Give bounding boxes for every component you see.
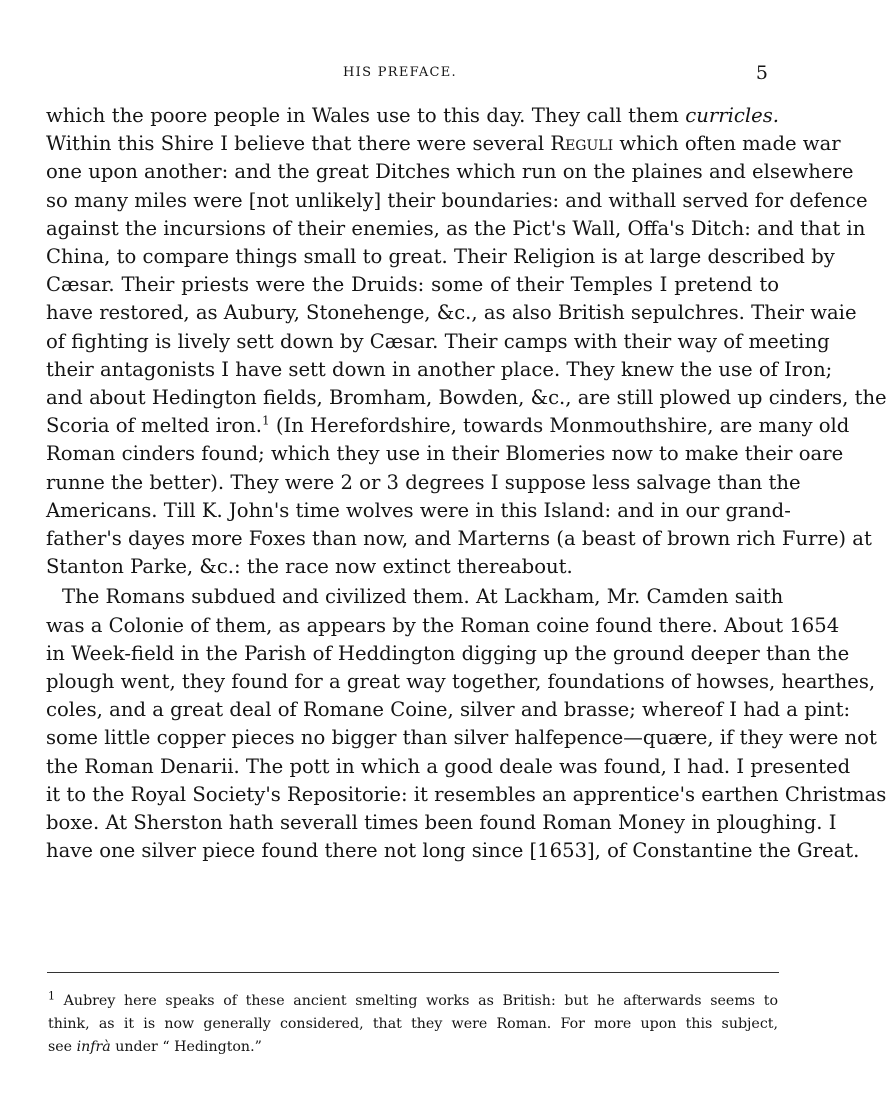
footnote-rule	[47, 972, 779, 973]
text-line: Cæsar. Their priests were the Druids: some of their Temples I pretend to	[46, 273, 779, 297]
text-line: some little copper pieces no bigger than silver halfepence—quære, if they were not	[46, 726, 877, 750]
text-run: Within this Shire I believe that there were several	[46, 132, 551, 156]
text-line: one upon another: and the great Ditches which run on the plaines and elsewhere	[46, 160, 854, 184]
italic-word: curricles.	[685, 104, 779, 127]
body-text	[46, 102, 887, 865]
text-line: so many miles were [not unlikely] their boundaries: and withall served for defence	[46, 188, 868, 212]
text-run: which often made war	[613, 132, 841, 156]
text-line	[46, 102, 779, 130]
text-run: Scoria of melted iron.	[46, 414, 262, 438]
text-line: The Romans subdued and civilized them. At Lackham, Mr. Camden saith	[62, 585, 784, 609]
footnote-line	[48, 1036, 778, 1059]
footnote-reference: 1	[261, 413, 270, 428]
footnote-marker: 1	[48, 989, 55, 1003]
text-line: was a Colonie of them, as appears by the Roman coine found there. About 1654	[46, 613, 840, 637]
text-run: under “ Hedington.”	[110, 1039, 262, 1055]
text-line: have restored, as Aubury, Stonehenge, &c., as also British sepulchres. Their waie	[46, 301, 857, 325]
text-run: (In Herefordshire, towards Monmouthshire, are many old	[269, 414, 850, 438]
text-line: have one silver piece found there not long since [1653], of Constantine the Great.	[46, 839, 860, 863]
text-line: Stanton Parke, &c.: the race now extinct thereabout.	[46, 555, 573, 579]
text-line: against the incursions of their enemies, as the Pict's Wall, Offa's Ditch: and that in	[46, 216, 866, 240]
text-run: see	[48, 1039, 77, 1055]
page-number: 5	[755, 62, 768, 84]
text-line: in Week-field in the Parish of Heddington digging up the ground deeper than the	[46, 641, 850, 665]
text-line: China, to compare things small to great. Their Religion is at large described by	[46, 245, 835, 269]
paragraph-1	[46, 102, 887, 581]
text-line: plough went, they found for a great way together, foundations of howses, hearthes,	[46, 670, 876, 694]
italic-word: infrà	[76, 1039, 111, 1055]
running-title: HIS PREFACE.	[343, 65, 457, 80]
text-line: coles, and a great deal of Romane Coine, silver and brasse; whereof I had a pint:	[46, 698, 851, 722]
text-line	[46, 412, 850, 440]
text-line: Americans. Till K. John's time wolves were in this Island: and in our grand-	[46, 498, 791, 522]
footnote-line: think, as it is now generally considered, that they were Roman. For more upon this subject,	[48, 1016, 778, 1032]
text-line: the Roman Denarii. The pott in which a good deale was found, I had. I presented	[46, 754, 851, 778]
text-line: their antagonists I have sett down in another place. They knew the use of Iron;	[46, 357, 833, 381]
footnote-line	[48, 990, 778, 1013]
small-caps-word: Reguli	[550, 132, 614, 156]
text-line	[46, 130, 841, 158]
text-run: Aubrey here speaks of these ancient smelting works as British: but he afterwards seems to	[55, 993, 778, 1009]
footnote	[48, 990, 778, 1059]
running-head	[0, 62, 800, 86]
text-line: of fighting is lively sett down by Cæsar. Their camps with their way of meeting	[46, 329, 830, 353]
text-line: and about Hedington fields, Bromham, Bowden, &c., are still plowed up cinders, the	[46, 386, 887, 410]
text-line: boxe. At Sherston hath severall times been found Roman Money in ploughing. I	[46, 811, 837, 835]
paragraph-2	[46, 583, 887, 865]
text-line: father's dayes more Foxes than now, and Marterns (a beast of brown rich Furre) at	[46, 527, 872, 551]
text-line: it to the Royal Society's Repositorie: it resembles an apprentice's earthen Christmas	[46, 782, 887, 806]
text-run: which the poore people in Wales use to this day. They call them	[46, 104, 686, 127]
text-line: runne the better). They were 2 or 3 degrees I suppose less salvage than the	[46, 470, 801, 494]
text-line: Roman cinders found; which they use in their Blomeries now to make their oare	[46, 442, 844, 466]
